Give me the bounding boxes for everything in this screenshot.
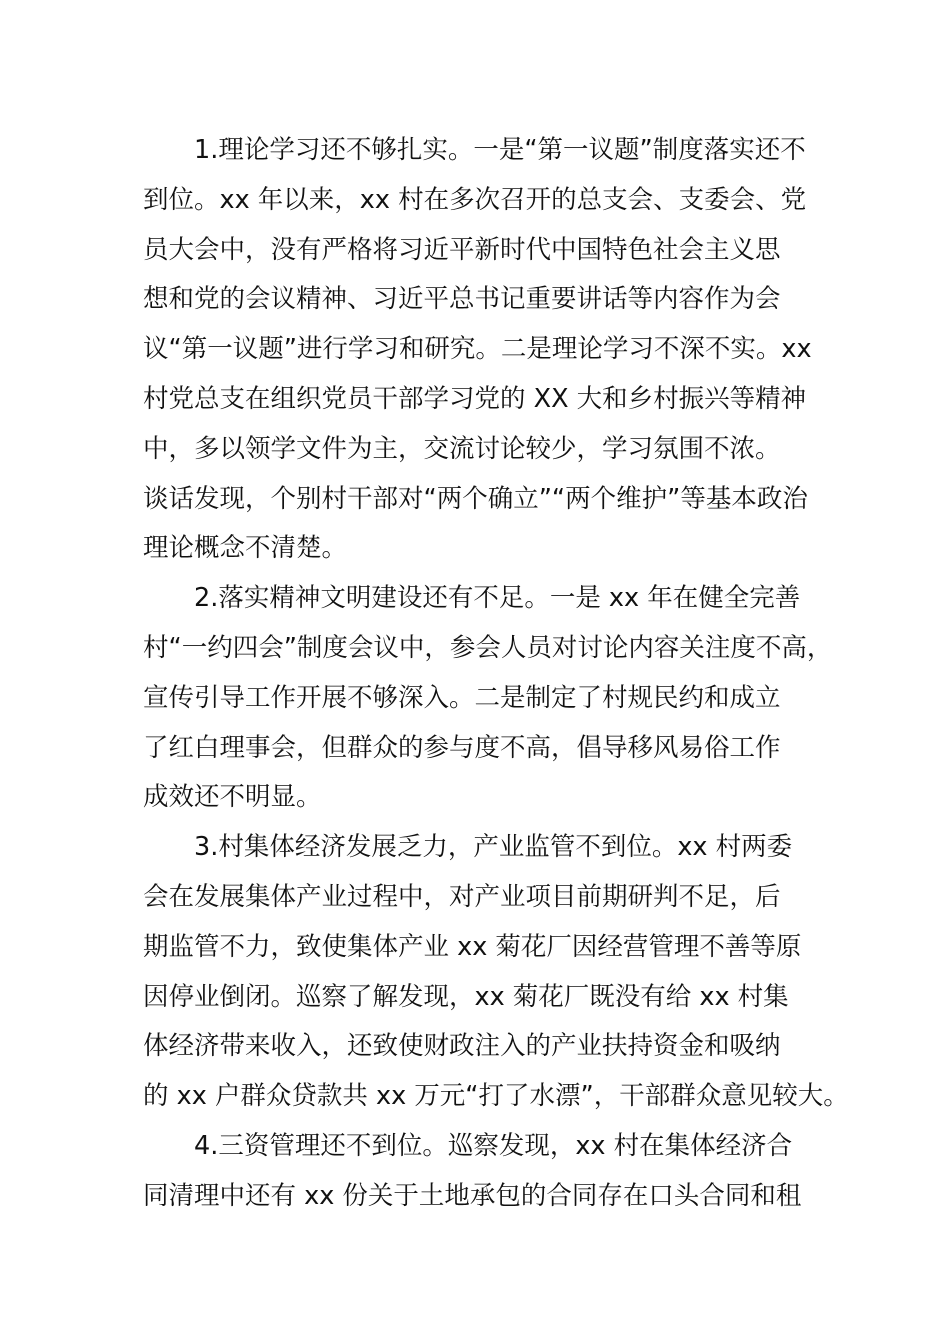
text-line: 体经济带来收入，还致使财政注入的产业扶持资金和吸纳: [143, 1031, 781, 1062]
text-line: 了红白理事会，但群众的参与度不高，倡导移风易俗工作: [143, 732, 781, 763]
text-line: 同清理中还有 xx 份关于土地承包的合同存在口头合同和租: [143, 1180, 802, 1211]
text-line: 的 xx 户群众贷款共 xx 万元“打了水漂”，干部群众意见较大。: [143, 1081, 849, 1112]
text-line: 成效还不明显。: [143, 782, 322, 813]
paragraph-1: [143, 126, 831, 574]
text-line: 村党总支在组织党员干部学习党的 XX 大和乡村振兴等精神: [143, 383, 807, 414]
text-line: 2.落实精神文明建设还有不足。一是 xx 年在健全完善: [194, 583, 801, 614]
text-line: 1.理论学习还不够扎实。一是“第一议题”制度落实还不: [194, 135, 806, 165]
paragraph-4: [143, 1122, 831, 1222]
paragraph-2: [143, 574, 831, 823]
text-line: 谈话发现，个别村干部对“两个确立”“两个维护”等基本政治: [143, 483, 808, 514]
text-line: 因停业倒闭。巡察了解发现，xx 菊花厂既没有给 xx 村集: [143, 981, 789, 1012]
text-line: 议“第一议题”进行学习和研究。二是理论学习不深不实。xx: [143, 334, 812, 365]
text-line: 宣传引导工作开展不够深入。二是制定了村规民约和成立: [143, 682, 781, 713]
text-line: 3.村集体经济发展乏力，产业监管不到位。xx 村两委: [194, 832, 793, 863]
paragraph-3: [143, 823, 849, 1122]
text-line: 到位。xx 年以来，xx 村在多次召开的总支会、支委会、党: [143, 184, 807, 215]
text-line: 想和党的会议精神、习近平总书记重要讲话等内容作为会: [143, 284, 781, 315]
text-line: 4.三资管理还不到位。巡察发现，xx 村在集体经济合: [194, 1130, 793, 1161]
text-line: 理论概念不清楚。: [143, 533, 348, 564]
text-line: 村“一约四会”制度会议中，参会人员对讨论内容关注度不高，: [143, 632, 833, 663]
body-text: [143, 126, 849, 1222]
text-line: 员大会中，没有严格将习近平新时代中国特色社会主义思: [143, 234, 781, 265]
text-line: 期监管不力，致使集体产业 xx 菊花厂因经营管理不善等原: [143, 931, 802, 962]
text-line: 会在发展集体产业过程中，对产业项目前期研判不足，后: [143, 881, 781, 912]
text-line: 中，多以领学文件为主，交流讨论较少，学习氛围不浓。: [143, 433, 781, 464]
